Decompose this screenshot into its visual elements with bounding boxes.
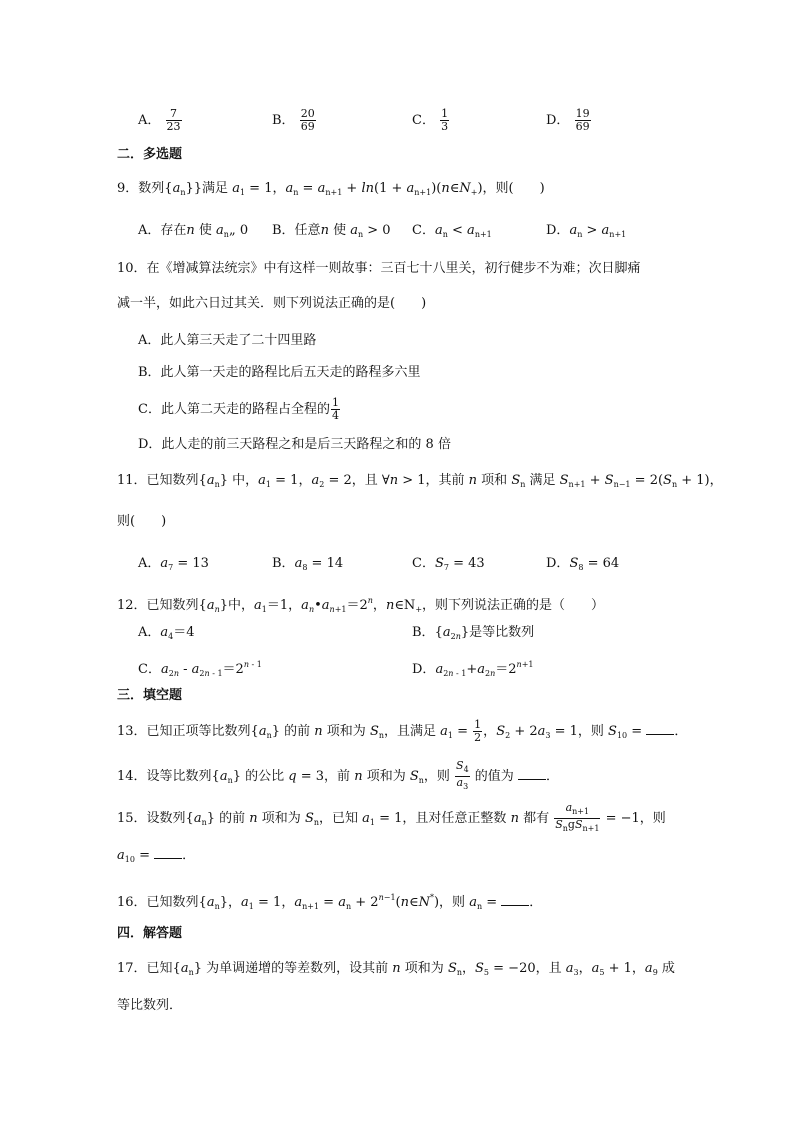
q12-option-c: C．$a_{2n} - a_{2n - 1}=2^{n - 1}$: [138, 660, 262, 678]
question-10-line-1: 10．在《增减算法统宗》中有这样一则故事：三百七十八里关，初行健步不为难；次日脚痛: [117, 261, 641, 276]
q10-option-a: A．此人第三天走了二十四里路: [138, 333, 317, 348]
question-10-line-2: 减一半，如此六日过其关．则下列说法正确的是( ): [117, 296, 427, 311]
question-16: 16．已知数列$\{a_n\}$，$a_1 = 1$，$a_{n+1} = a_n$ + $2^{n-1}(n\in N^*)$，则 $a_n$ = ．: [117, 893, 543, 911]
fraction: $\frac{1}{4}$: [331, 396, 339, 422]
q12-option-b: B．$\{a_{2n}\}$是等比数列: [412, 625, 535, 641]
section-heading-solutions: 四．解答题: [117, 926, 183, 941]
q10-option-d: D．此人走的前三天路程之和是后三天路程之和的 8 倍: [138, 437, 451, 452]
fraction: $\frac{a_{n+1}}{S_ngS_{n+1}}$: [555, 801, 600, 833]
q11-option-b: B．$a_8 = 14$: [272, 556, 344, 572]
answer-blank[interactable]: [518, 767, 546, 780]
fraction: $\frac{1}{3}$: [441, 107, 449, 133]
q8-option-b: B． $\frac{20}{69}$: [272, 107, 315, 133]
q8-option-d: D． $\frac{19}{69}$: [546, 107, 590, 133]
fraction: $\frac{1}{2}$: [474, 718, 482, 744]
question-13: 13．已知正项等比数列$\{a_n\}$ 的前 n 项和为 $S_n$，且满足 $a_1$ = $\frac{1}{2}$ ，$S_2 + 2a_3 = 1$，则 $S_{10}$ = ．: [117, 718, 688, 744]
q9-option-c: C．$a_n < a_{n+1}$: [412, 223, 492, 239]
q11-option-d: D．$S_8 = 64$: [546, 556, 620, 572]
q9-option-d: D．$a_n > a_{n+1}$: [546, 223, 627, 239]
question-12: 12．已知数列$\{a_n\}$中，$a_1=1$，$a_n•a_{n+1}=2^n$，$n\in N_+$，则下列说法正确的是（ ）: [117, 596, 605, 614]
fraction: $\frac{20}{69}$: [300, 107, 315, 133]
section-heading-fill-in: 三．填空题: [117, 688, 183, 703]
q12-option-d: D．$a_{2n - 1}+a_{2n}=2^{n+1}$: [412, 660, 534, 678]
q9-option-b: B．任意n 使 $a_n > 0$: [272, 223, 391, 239]
q8-option-c: C． $\frac{1}{3}$: [412, 107, 449, 133]
question-15-line-2: $a_{10}$ = ．: [117, 848, 196, 864]
question-11-line-1: 11．已知数列$\{a_n\}$ 中，$a_1 = 1$，$a_2 = 2$，且 ∀n > 1，其前 n 项和 $S_n$ 满足 $S_{n+1} + S_{n-1} = 2(S_n + 1)$，: [117, 473, 723, 489]
q10-option-c: C．此人第二天走的路程占全程的 $\frac{1}{4}$: [138, 396, 339, 422]
section-heading-multiple-choice: 二．多选题: [117, 147, 183, 162]
question-17-line-2: 等比数列．: [117, 998, 183, 1013]
q10-option-b: B．此人第一天走的路程比后五天走的路程多六里: [138, 365, 421, 380]
answer-blank[interactable]: [501, 893, 529, 906]
fraction: $\frac{S_4}{a_3}$: [456, 759, 469, 791]
answer-blank[interactable]: [646, 722, 674, 735]
q11-option-c: C．$S_7 = 43$: [412, 556, 485, 572]
q8-option-a: A． $\frac{7}{23}$: [138, 107, 181, 133]
answer-blank[interactable]: [154, 846, 182, 859]
q9-option-a: A．存在n 使 $a_n„$ 0: [138, 223, 249, 239]
fraction: $\frac{7}{23}$: [166, 107, 181, 133]
question-14: 14．设等比数列$\{a_n\}$ 的公比 q = 3，前 n 项和为 $S_n$，则 $\frac{S_4}{a_3}$ 的值为 ．: [117, 759, 559, 791]
question-11-line-2: 则( ): [117, 514, 167, 529]
question-9: 9．数列$\{a_n\}$}满足 $a_1 = 1$，$a_n = a_{n+1} + \ln(1$ + $a_{n+1})(n\in N_+)$，则( ): [117, 181, 545, 197]
q11-option-a: A．$a_7 = 13$: [138, 556, 209, 572]
question-17-line-1: 17．已知$\{a_n\}$ 为单调递增的等差数列，设其前 n 项和为 $S_n$，$S_5 = -20$，且 $a_3$，$a_5 + 1$，$a_9$ 成: [117, 961, 675, 977]
q12-option-a: A．$a_4=4$: [138, 625, 195, 641]
fraction: $\frac{19}{69}$: [575, 107, 590, 133]
question-15-line-1: 15．设数列$\{a_n\}$ 的前 n 项和为 $S_n$，已知 $a_1 = 1$，且对任意正整数 n 都有 $\frac{a_{n+1}}{S_ngS_{n+1}}$ = −1，则: [117, 801, 666, 833]
